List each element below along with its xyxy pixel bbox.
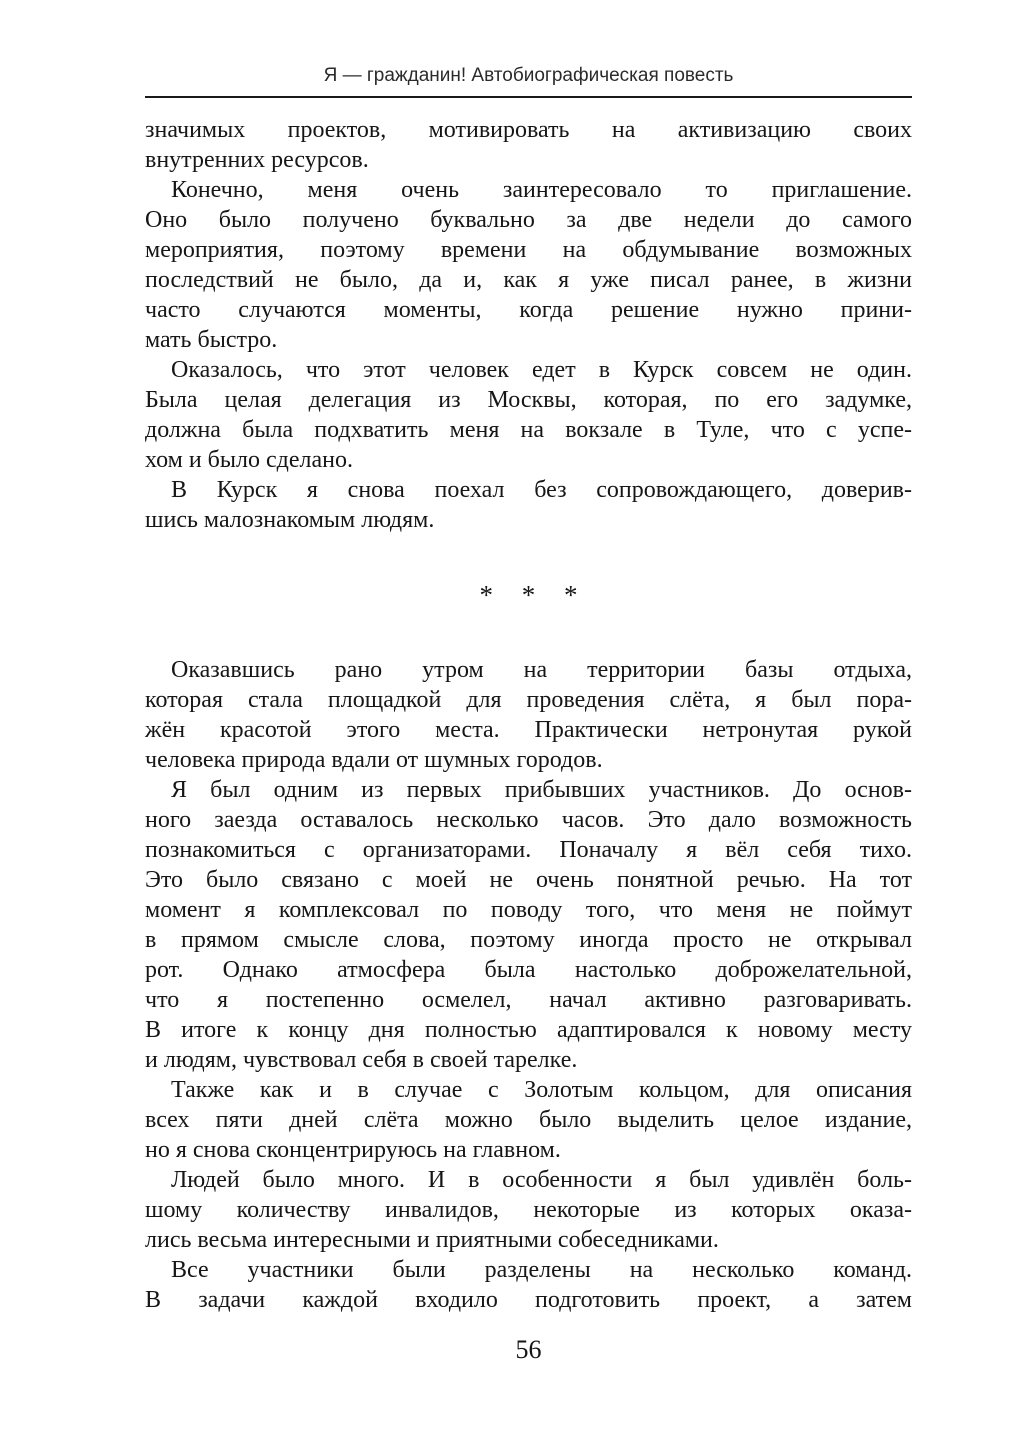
running-header — [145, 64, 912, 98]
text-line: Была целая делегация из Москвы, которая, по его задумке, — [145, 387, 912, 413]
section-separator: * * * — [479, 580, 578, 610]
running-header-title: Я — гражданин! Автобиографическая повесть — [323, 65, 734, 86]
text-line: мать быстро. — [145, 327, 278, 353]
text-line: в прямом смысле слова, поэтому иногда просто не открывал — [145, 927, 912, 953]
text-line: мероприятия, поэтому времени на обдумывание возможных — [145, 237, 912, 263]
text-line: что я постепенно осмелел, начал активно разговаривать. — [145, 987, 912, 1013]
text-line: Людей было много. И в особенности я был удивлён боль- — [171, 1167, 912, 1193]
text-line: ного заезда оставалось несколько часов. Это дало возможность — [145, 807, 912, 833]
text-line: последствий не было, да и, как я уже писал ранее, в жизни — [145, 267, 912, 293]
page-footer — [145, 1335, 912, 1365]
paragraph — [145, 475, 912, 535]
text-line: шись малознакомым людям. — [145, 507, 435, 533]
text-line: хом и было сделано. — [145, 447, 353, 473]
paragraph — [145, 775, 912, 1075]
text-line: всех пяти дней слёта можно было выделить целое издание, — [145, 1107, 912, 1133]
text-line: Оказалось, что этот человек едет в Курск совсем не один. — [171, 357, 912, 383]
text-line: Конечно, меня очень заинтересовало то приглашение. — [171, 177, 912, 203]
text-line: должна была подхватить меня на вокзале в Туле, что с успе- — [145, 417, 912, 443]
text-line: познакомиться с организаторами. Поначалу я вёл себя тихо. — [145, 837, 912, 863]
paragraph — [145, 355, 912, 475]
paragraph — [145, 1165, 912, 1255]
text-line: рот. Однако атмосфера была настолько доброжелательной, — [145, 957, 912, 983]
paragraph — [145, 655, 912, 775]
paragraph — [145, 115, 912, 175]
text-line: которая стала площадкой для проведения слёта, я был пора- — [145, 687, 912, 713]
page-number: 56 — [515, 1335, 542, 1364]
text-line: Оно было получено буквально за две недели до самого — [145, 207, 912, 233]
text-line: жён красотой этого места. Практически нетронутая рукой — [145, 717, 912, 743]
text-line: В Курск я снова поехал без сопровождающего, доверив- — [171, 477, 912, 503]
text-line: часто случаются моменты, когда решение нужно прини- — [145, 297, 912, 323]
text-line: Я был одним из первых прибывших участников. До основ- — [171, 777, 912, 803]
text-line: Оказавшись рано утром на территории базы отдыха, — [171, 657, 912, 683]
text-line: лись весьма интересными и приятными собеседниками. — [145, 1227, 719, 1253]
text-line: Это было связано с моей не очень понятной речью. На тот — [145, 867, 912, 893]
text-line: человека природа вдали от шумных городов. — [145, 747, 603, 773]
text-line: В итоге к концу дня полностью адаптировался к новому месту — [145, 1017, 912, 1043]
text-line: внутренних ресурсов. — [145, 147, 369, 173]
text-line: но я снова сконцентрируюсь на главном. — [145, 1137, 561, 1163]
text-line: и людям, чувствовал себя в своей тарелке. — [145, 1047, 578, 1073]
text-line: В задачи каждой входило подготовить проект, а затем — [145, 1287, 912, 1313]
page-body — [145, 115, 912, 1315]
text-line: шому количеству инвалидов, некоторые из которых оказа- — [145, 1197, 912, 1223]
paragraph — [145, 175, 912, 355]
text-line: Все участники были разделены на несколько команд. — [171, 1257, 912, 1283]
text-line: значимых проектов, мотивировать на активизацию своих — [145, 117, 912, 143]
text-line: момент я комплексовал по поводу того, что меня не поймут — [145, 897, 912, 923]
paragraph — [145, 1075, 912, 1165]
text-line: Также как и в случае с Золотым кольцом, для описания — [171, 1077, 912, 1103]
paragraph — [145, 1255, 912, 1315]
